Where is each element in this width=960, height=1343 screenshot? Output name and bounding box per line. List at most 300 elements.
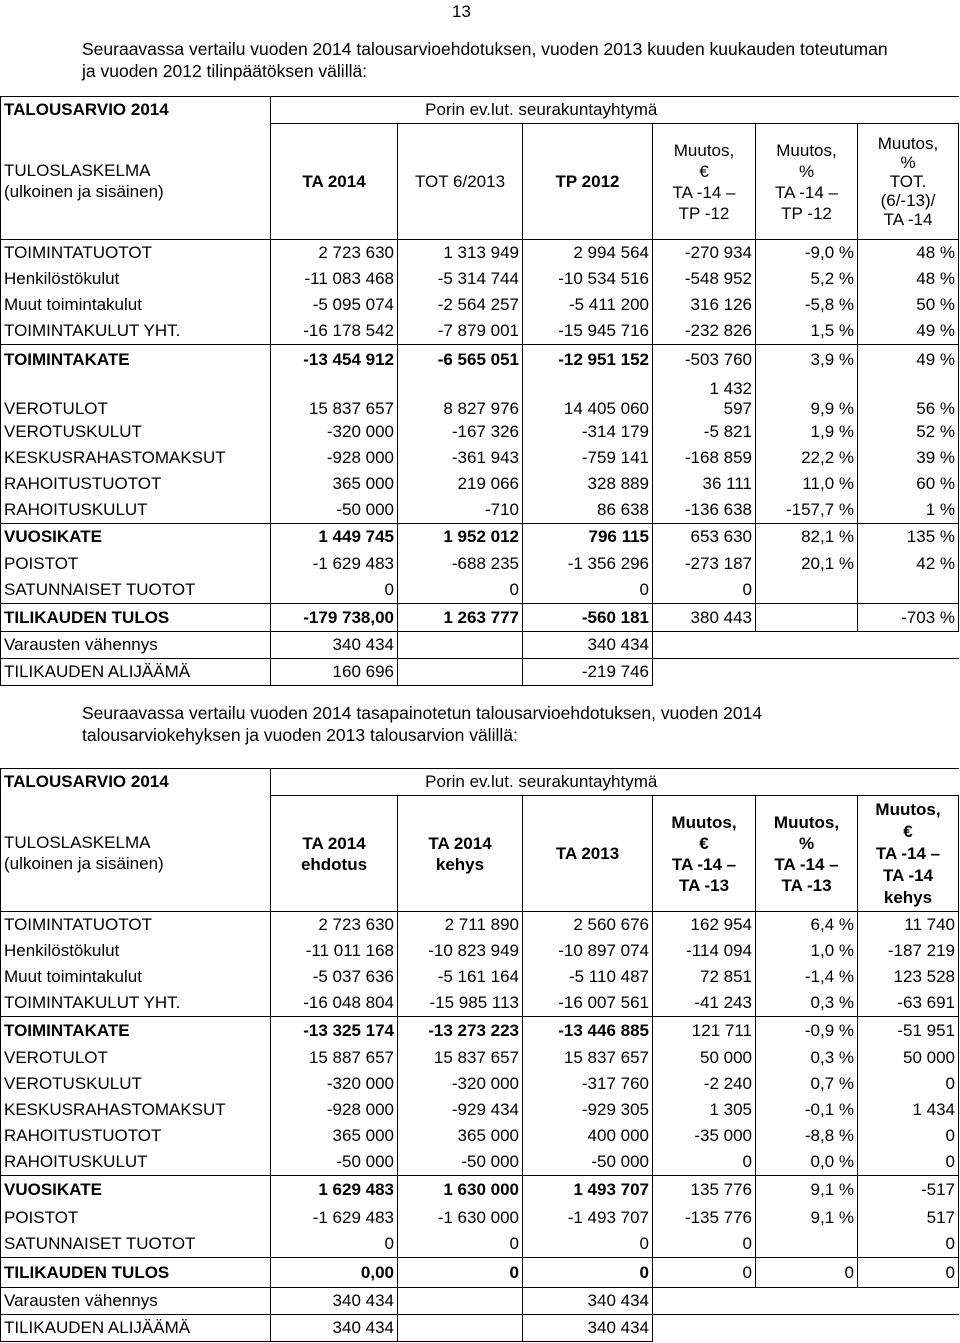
row-label: TILIKAUDEN ALIJÄÄMÄ [1,1315,271,1342]
h-line: TA -14 – [774,854,839,874]
table2-h-kehys [398,796,523,912]
table-cell: 0 [523,1231,653,1258]
table-cell: 123 528 [858,964,959,990]
table-row [1,345,959,375]
table-cell: -270 934 [653,240,756,267]
table-row [1,659,959,686]
table-cell: 48 % [858,266,959,292]
table-cell: -548 952 [653,266,756,292]
table-cell: 2 723 630 [271,912,398,939]
row-label: VEROTULOT [1,375,271,419]
table-cell: 50 000 [653,1045,756,1071]
table-cell: 56 % [858,375,959,419]
table-row [1,1045,959,1071]
table-cell: -928 000 [271,1097,398,1123]
table-cell: -320 000 [271,1071,398,1097]
h-line: % [798,161,815,181]
h-line: TA -13 [678,875,730,895]
table-cell: 49 % [858,345,959,375]
table-cell: 48 % [858,240,959,267]
table-row [1,266,959,292]
table-cell: -167 326 [398,419,523,445]
h-line: TA -14 – [671,854,737,874]
table-row [1,318,959,345]
table-cell: 0 [653,1231,756,1258]
row-label: SATUNNAISET TUOTOT [1,577,271,604]
table-cell: -759 141 [523,445,653,471]
table-cell: 365 000 [271,1123,398,1149]
table-cell: 0 [653,1258,756,1288]
table-cell: 50 000 [858,1045,959,1071]
table-cell: -560 181 [523,604,653,632]
budget-table-1 [0,96,959,686]
table-cell: -1 493 707 [523,1205,653,1231]
table-row [1,577,959,604]
table-cell: 42 % [858,551,959,577]
table-cell: 5,2 % [756,266,858,292]
table-cell: -13 325 174 [271,1017,398,1045]
table-cell: 0 [398,1258,523,1288]
table-cell: -929 305 [523,1097,653,1123]
table-cell: 328 889 [523,471,653,497]
row-label: SATUNNAISET TUOTOT [1,1231,271,1258]
table-cell [653,659,756,686]
table1-h-tot: TOT 6/2013 [398,124,523,240]
h-line: Muutos, [773,812,840,832]
table-cell: 0 [653,1149,756,1176]
table-row [1,938,959,964]
table-cell: 316 126 [653,292,756,318]
table-cell [398,632,523,659]
table-cell: 1 % [858,497,959,524]
table-cell: 15 887 657 [271,1045,398,1071]
table-cell: -63 691 [858,990,959,1017]
table-cell: 380 443 [653,604,756,632]
row-label: TOIMINTAKATE [1,345,271,375]
table-cell: -13 273 223 [398,1017,523,1045]
intro-paragraph-2: Seuraavassa vertailu vuoden 2014 tasapainotetun talousarvioehdotuksen, vuoden 2014 talousarviokehyksen ja vuoden 2013 talousarvion välillä: [82,703,763,745]
table-cell: 0 [858,1258,959,1288]
table-cell: 160 696 [271,659,398,686]
row-label: RAHOITUSTUOTOT [1,1123,271,1149]
table-cell: 39 % [858,445,959,471]
table2-h-muutos-eur [653,796,756,912]
h-line: kehys [883,887,933,907]
h-line: kehys [435,854,485,874]
table-cell: -15 945 716 [523,318,653,345]
table-cell [756,659,858,686]
table-cell: 9,1 % [756,1205,858,1231]
table-cell: -1 630 000 [398,1205,523,1231]
table-row [1,445,959,471]
table-row [1,912,959,939]
table-cell: 1 493 707 [523,1175,653,1205]
table-cell: 340 434 [271,632,398,659]
table-cell: -157,7 % [756,497,858,524]
table-cell: 365 000 [271,471,398,497]
h-line: Muutos, [776,140,837,160]
table-cell: 653 630 [653,523,756,551]
table1-org: Porin ev.lut. seurakuntayhtymä [271,97,959,124]
h-line: TP -12 [678,203,730,223]
row-label: Muut toimintakulut [1,292,271,318]
table-cell: -135 776 [653,1205,756,1231]
table-cell: -16 007 561 [523,990,653,1017]
table-cell: -2 564 257 [398,292,523,318]
table-cell: 2 560 676 [523,912,653,939]
table-cell: -50 000 [271,497,398,524]
h-line: TP -12 [781,203,832,223]
table-cell: 60 % [858,471,959,497]
table-cell: -136 638 [653,497,756,524]
table-cell: 340 434 [523,1315,653,1342]
table-cell: -41 243 [653,990,756,1017]
row-label: POISTOT [1,551,271,577]
table-cell: -314 179 [523,419,653,445]
row-label: VUOSIKATE [1,523,271,551]
table-cell: -187 219 [858,938,959,964]
table-row [1,240,959,267]
table-cell: 11 740 [858,912,959,939]
row-label: RAHOITUSKULUT [1,1149,271,1176]
table-cell: 1 449 745 [271,523,398,551]
table-cell: 14 405 060 [523,375,653,419]
table-row [1,1258,959,1288]
table-cell: 2 994 564 [523,240,653,267]
row-label: KESKUSRAHASTOMAKSUT [1,445,271,471]
table-cell: 0 [858,1071,959,1097]
table-cell: -8,8 % [756,1123,858,1149]
h-line: (6/-13)/ [880,191,936,210]
table-cell: 0 [523,1258,653,1288]
h-line: Muutos, [877,134,939,153]
table-cell: -517 [858,1175,959,1205]
row-label: Henkilöstökulut [1,266,271,292]
table-cell: 1 952 012 [398,523,523,551]
table-cell: -50 000 [271,1149,398,1176]
h-line: TA -14 – [875,843,941,863]
table1-title: TALOUSARVIO 2014 [1,97,271,124]
h-line: TA -13 [781,875,832,895]
table-cell: 0 [653,577,756,604]
table-cell: 15 837 657 [398,1045,523,1071]
table-cell: 0 [858,1149,959,1176]
table-row [1,375,959,419]
row-label: POISTOT [1,1205,271,1231]
table1-h-tp2012: TP 2012 [523,124,653,240]
table-cell: -0,1 % [756,1097,858,1123]
h-line: € [699,161,709,181]
row-label: Henkilöstökulut [1,938,271,964]
table-cell: 11,0 % [756,471,858,497]
table-cell: -928 000 [271,445,398,471]
table-cell: 0 [271,1231,398,1258]
table-cell: 1 630 000 [398,1175,523,1205]
table-cell: 0 [858,1231,959,1258]
table-row [1,632,959,659]
table-cell: 0 [398,1231,523,1258]
table-cell [756,577,858,604]
table1-h-muutos-eur [653,124,756,240]
table2-rowhead-2: (ulkoinen ja sisäinen) [4,854,164,874]
table-cell: -2 240 [653,1071,756,1097]
table1-h-muutos-tot [858,124,959,240]
table-cell [398,1315,523,1342]
table1-rowhead [1,124,271,240]
table-cell: -5 411 200 [523,292,653,318]
table-row [1,1205,959,1231]
h-line: Muutos, [673,140,735,160]
table-cell: 82,1 % [756,523,858,551]
table-cell: -114 094 [653,938,756,964]
table-cell: 20,1 % [756,551,858,577]
table1-rowhead-1: TULOSLASKELMA [4,161,151,181]
table-cell: -50 000 [398,1149,523,1176]
row-label: TOIMINTAKULUT YHT. [1,318,271,345]
table-row [1,604,959,632]
table1-h-ta2014: TA 2014 [271,124,398,240]
table-cell [398,659,523,686]
table-cell: -11 083 468 [271,266,398,292]
row-label: TILIKAUDEN ALIJÄÄMÄ [1,659,271,686]
h-line: € [699,833,709,853]
table-row [1,1097,959,1123]
table-cell: -688 235 [398,551,523,577]
table2-title: TALOUSARVIO 2014 [1,769,271,796]
table-cell: 1,0 % [756,938,858,964]
table-cell: -11 011 168 [271,938,398,964]
table1-rowhead-2: (ulkoinen ja sisäinen) [4,182,164,202]
h-line: TA 2014 [428,833,492,853]
row-label: TILIKAUDEN TULOS [1,604,271,632]
h-line: TA -14 – [775,182,838,202]
row-label: KESKUSRAHASTOMAKSUT [1,1097,271,1123]
table2-rowhead [1,796,271,912]
table-cell: -320 000 [398,1071,523,1097]
table-cell: 517 [858,1205,959,1231]
table-cell: 1 263 777 [398,604,523,632]
table-cell: -16 178 542 [271,318,398,345]
table2-org: Porin ev.lut. seurakuntayhtymä [271,769,959,796]
table-cell: -219 746 [523,659,653,686]
h-line: TA 2014 [302,833,366,853]
table-cell [756,604,858,632]
table-cell: -13 446 885 [523,1017,653,1045]
table-cell: 162 954 [653,912,756,939]
table-cell: 796 115 [523,523,653,551]
table-cell: 340 434 [271,1315,398,1342]
table-cell: 0 [271,577,398,604]
table-cell: 0,0 % [756,1149,858,1176]
h-line: € [903,821,913,841]
table-cell: -5 095 074 [271,292,398,318]
table-cell [756,632,858,659]
table-cell: 0 [858,1123,959,1149]
table-cell: 365 000 [398,1123,523,1149]
table-cell: 340 434 [523,1288,653,1315]
table-cell: -10 823 949 [398,938,523,964]
table-cell [398,1288,523,1315]
row-label: VEROTUSKULUT [1,1071,271,1097]
h-line: TA -14 [883,210,933,229]
table-cell: 6,4 % [756,912,858,939]
table-cell: -6 565 051 [398,345,523,375]
h-line: % [900,153,916,172]
table-cell [858,632,959,659]
row-label: TOIMINTAKULUT YHT. [1,990,271,1017]
table-cell: -179 738,00 [271,604,398,632]
table-cell: 0 [398,577,523,604]
table1-h-muutos-pct [756,124,858,240]
row-label: Varausten vähennys [1,1288,271,1315]
table-cell: 86 638 [523,497,653,524]
cell-line: 1 432 [709,378,752,398]
table-cell: -317 760 [523,1071,653,1097]
table-cell: 8 827 976 [398,375,523,419]
table-cell [653,632,756,659]
table-cell: -1,4 % [756,964,858,990]
row-label: VEROTULOT [1,1045,271,1071]
row-label: TILIKAUDEN TULOS [1,1258,271,1288]
table-cell: 0 [523,577,653,604]
budget-table-2 [0,768,959,1342]
table-row [1,497,959,524]
table-cell: -5 110 487 [523,964,653,990]
h-line: Muutos, [875,799,941,819]
table-cell: -5,8 % [756,292,858,318]
table-cell: -35 000 [653,1123,756,1149]
table-row [1,523,959,551]
table-cell: -5 314 744 [398,266,523,292]
table-cell: 52 % [858,419,959,445]
table-cell: -361 943 [398,445,523,471]
table-row [1,1149,959,1176]
table-cell [653,375,756,419]
row-label: RAHOITUSKULUT [1,497,271,524]
table2-h-ehdotus [271,796,398,912]
row-label: TOIMINTATUOTOT [1,240,271,267]
table-row [1,1231,959,1258]
table-cell: -273 187 [653,551,756,577]
table-cell [653,1288,756,1315]
table-row [1,1123,959,1149]
table-cell: 2 723 630 [271,240,398,267]
table-cell: 9,9 % [756,375,858,419]
table-row [1,1288,959,1315]
table-cell: 15 837 657 [523,1045,653,1071]
table-cell: -7 879 001 [398,318,523,345]
table-cell: 0,3 % [756,1045,858,1071]
row-label: VEROTUSKULUT [1,419,271,445]
table-row [1,1071,959,1097]
table-row [1,1175,959,1205]
h-line: TA -14 – [672,182,736,202]
table-cell: -0,9 % [756,1017,858,1045]
table-cell [858,1288,959,1315]
table-cell: 1 313 949 [398,240,523,267]
table-cell: 2 711 890 [398,912,523,939]
table-row [1,419,959,445]
h-line: TOT. [889,172,927,191]
table-cell: 1 629 483 [271,1175,398,1205]
table-cell: 1 305 [653,1097,756,1123]
table2-h-muutos-kehys [858,796,959,912]
table2-h-ta2013: TA 2013 [523,796,653,912]
table-cell: -703 % [858,604,959,632]
table-row [1,990,959,1017]
table-cell: -13 454 912 [271,345,398,375]
table-cell: 50 % [858,292,959,318]
row-label: Varausten vähennys [1,632,271,659]
table2-rowhead-1: TULOSLASKELMA [4,833,151,853]
table-cell: 0,00 [271,1258,398,1288]
table-cell [653,1315,756,1342]
table-cell [756,1231,858,1258]
table-cell: 3,9 % [756,345,858,375]
table-cell: -1 629 483 [271,1205,398,1231]
table2-h-muutos-pct [756,796,858,912]
h-line: ehdotus [300,854,368,874]
table-cell: -320 000 [271,419,398,445]
table-cell: -5 037 636 [271,964,398,990]
table-cell: 135 776 [653,1175,756,1205]
table-cell: -1 629 483 [271,551,398,577]
row-label: TOIMINTATUOTOT [1,912,271,939]
table-cell: -929 434 [398,1097,523,1123]
table-cell: 219 066 [398,471,523,497]
table-cell [858,659,959,686]
table-cell: -9,0 % [756,240,858,267]
row-label: TOIMINTAKATE [1,1017,271,1045]
table-cell: 1,9 % [756,419,858,445]
table-cell: -1 356 296 [523,551,653,577]
table-cell: 340 434 [523,632,653,659]
h-line: % [798,833,815,853]
table-row [1,964,959,990]
table-cell: 1 434 [858,1097,959,1123]
table-cell: 0 [756,1258,858,1288]
table-cell: -710 [398,497,523,524]
table-cell: -5 821 [653,419,756,445]
table-cell: 0,3 % [756,990,858,1017]
table-cell [858,577,959,604]
table-cell: 121 711 [653,1017,756,1045]
table-cell: -168 859 [653,445,756,471]
intro-paragraph-1: Seuraavassa vertailu vuoden 2014 talousarvioehdotuksen, vuoden 2013 kuuden kuukauden toteutuman ja vuoden 2012 tilinpäätöksen välillä: [82,39,888,81]
table-cell [756,1288,858,1315]
table-cell [756,1315,858,1342]
table-cell: -51 951 [858,1017,959,1045]
cell-line: 597 [723,398,752,418]
table-cell: 1,5 % [756,318,858,345]
table-cell: -232 826 [653,318,756,345]
table-cell: 36 111 [653,471,756,497]
table-cell [858,1315,959,1342]
table-cell: 400 000 [523,1123,653,1149]
row-label: Muut toimintakulut [1,964,271,990]
table-cell: 0,7 % [756,1071,858,1097]
table-cell: 9,1 % [756,1175,858,1205]
table-row [1,551,959,577]
row-label: RAHOITUSTUOTOT [1,471,271,497]
table-cell: 15 837 657 [271,375,398,419]
table-cell: 22,2 % [756,445,858,471]
table-cell: -5 161 164 [398,964,523,990]
page-number: 13 [452,2,471,21]
table-cell: 49 % [858,318,959,345]
h-line: Muutos, [671,812,737,832]
table-cell: -12 951 152 [523,345,653,375]
